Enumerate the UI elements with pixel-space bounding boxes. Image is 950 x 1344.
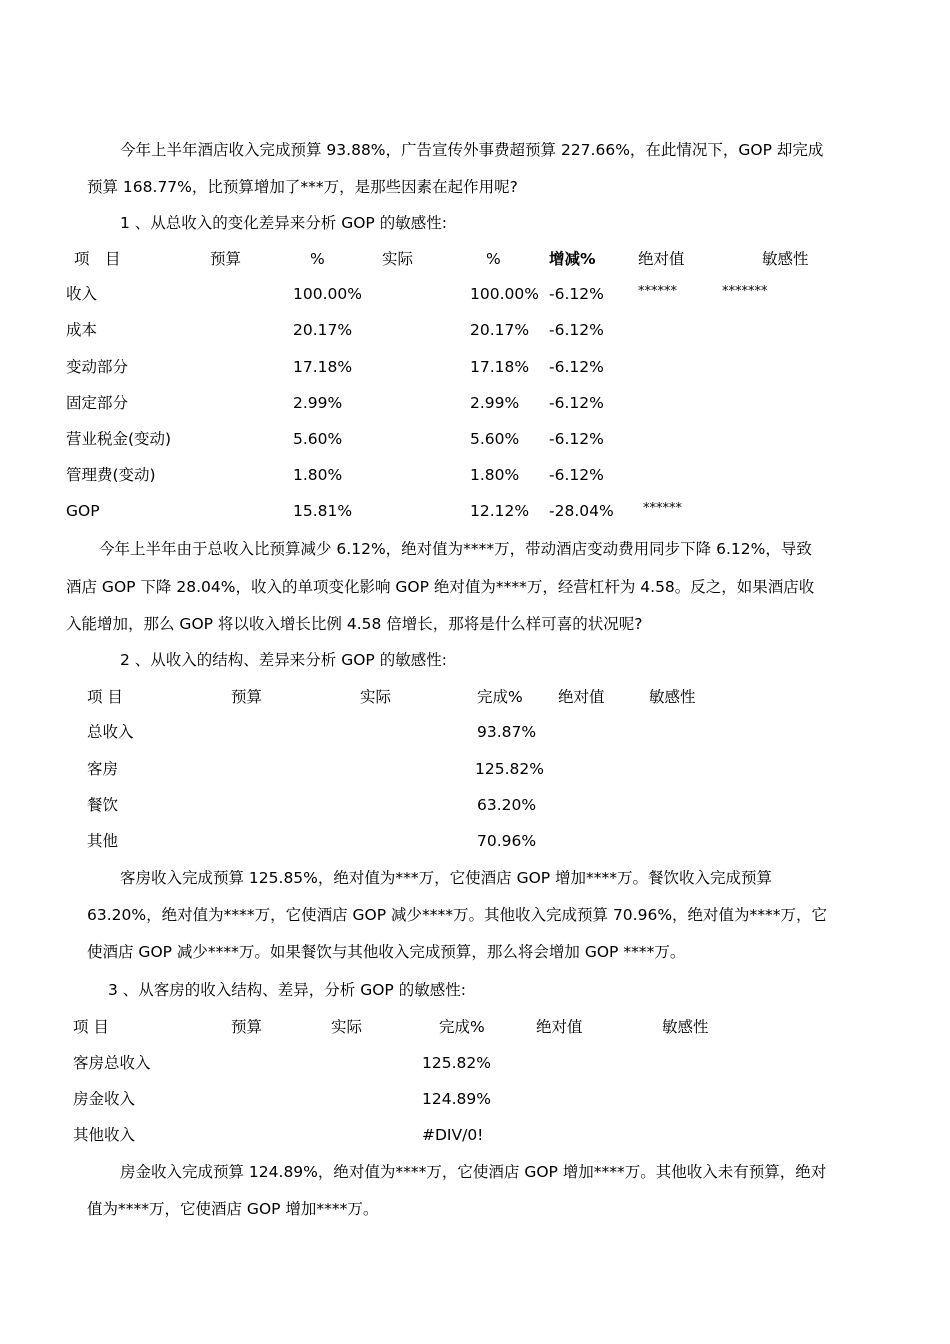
row-item: GOP — [66, 502, 100, 520]
header-budget: 预算 — [231, 1018, 263, 1036]
header-sensitivity: 敏感性 — [762, 250, 809, 268]
section-2-para-line-3: 使酒店 GOP 减少****万。如果餐饮与其他收入完成预算，那么将会增加 GOP ****万。 — [87, 943, 686, 961]
row-completion-pct: 124.89% — [422, 1090, 491, 1108]
header-budget: 预算 — [210, 250, 242, 268]
row-sensitivity: ******* — [722, 284, 768, 299]
section-1-para-line-1: 今年上半年由于总收入比预算减少 6.12%，绝对值为****万，带动酒店变动费用同步下降 6.12%，导致 — [99, 540, 812, 558]
row-budget-pct: 15.81% — [293, 502, 353, 520]
row-change-pct: -6.12% — [549, 358, 604, 376]
row-actual-pct: 100.00% — [470, 285, 539, 303]
row-absolute: ****** — [643, 501, 682, 516]
header-item: 项 目 — [74, 250, 121, 268]
header-item: 项 目 — [87, 688, 123, 706]
row-completion-pct: 125.82% — [422, 1054, 491, 1072]
row-item: 营业税金(变动) — [66, 430, 172, 448]
header-absolute: 绝对值 — [638, 250, 685, 268]
row-actual-pct: 17.18% — [470, 358, 530, 376]
row-actual-pct: 1.80% — [470, 466, 520, 484]
section-1-para-line-2: 酒店 GOP 下降 28.04%，收入的单项变化影响 GOP 绝对值为****万，经营杠杆为 4.58。反之，如果酒店收 — [66, 578, 815, 596]
row-budget-pct: 2.99% — [293, 394, 343, 412]
row-actual-pct: 12.12% — [470, 502, 530, 520]
header-item: 项 目 — [73, 1018, 109, 1036]
row-completion-pct: 93.87% — [477, 723, 537, 741]
section-2-heading: 2 、从收入的结构、差异来分析 GOP 的敏感性: — [120, 651, 447, 669]
row-item: 固定部分 — [66, 394, 129, 412]
row-item: 客房 — [87, 760, 119, 778]
section-2-para-line-1: 客房收入完成预算 125.85%，绝对值为***万，它使酒店 GOP 增加****万。餐饮收入完成预算 — [120, 869, 773, 887]
row-item: 其他收入 — [73, 1126, 136, 1144]
header-actual: 实际 — [331, 1018, 363, 1036]
row-change-pct: -6.12% — [549, 394, 604, 412]
header-actual: 实际 — [360, 688, 392, 706]
row-item: 成本 — [66, 321, 98, 339]
row-budget-pct: 1.80% — [293, 466, 343, 484]
section-3-heading: 3 、从客房的收入结构、差异，分析 GOP 的敏感性: — [108, 981, 466, 999]
header-absolute: 绝对值 — [558, 688, 605, 706]
section-1-heading: 1 、从总收入的变化差异来分析 GOP 的敏感性: — [120, 214, 447, 232]
row-completion-pct: #DIV/0! — [422, 1126, 484, 1144]
row-item: 客房总收入 — [73, 1054, 151, 1072]
row-completion-pct: 63.20% — [477, 796, 537, 814]
row-actual-pct: 5.60% — [470, 430, 520, 448]
row-item: 房金收入 — [73, 1090, 136, 1108]
row-change-pct: -6.12% — [549, 430, 604, 448]
row-change-pct: -6.12% — [549, 466, 604, 484]
row-absolute: ****** — [638, 284, 677, 299]
row-budget-pct: 20.17% — [293, 321, 353, 339]
row-change-pct: -6.12% — [549, 285, 604, 303]
header-budget: 预算 — [231, 688, 263, 706]
row-budget-pct: 100.00% — [293, 285, 362, 303]
row-actual-pct: 2.99% — [470, 394, 520, 412]
intro-line-2: 预算 168.77%，比预算增加了***万，是那些因素在起作用呢? — [87, 178, 518, 196]
header-actual: 实际 — [382, 250, 414, 268]
row-item: 其他 — [87, 832, 119, 850]
row-item: 收入 — [66, 285, 98, 303]
header-sensitivity: 敏感性 — [649, 688, 696, 706]
intro-line-1: 今年上半年酒店收入完成预算 93.88%，广告宣传外事费超预算 227.66%，在此情况下，GOP 却完成 — [120, 141, 824, 159]
row-actual-pct: 20.17% — [470, 321, 530, 339]
row-item: 总收入 — [87, 723, 134, 741]
row-budget-pct: 17.18% — [293, 358, 353, 376]
row-budget-pct: 5.60% — [293, 430, 343, 448]
row-change-pct: -28.04% — [549, 502, 614, 520]
header-actual-pct: % — [486, 250, 501, 268]
header-change-pct: 增减% — [549, 250, 596, 268]
section-2-para-line-2: 63.20%，绝对值为****万，它使酒店 GOP 减少****万。其他收入完成预算 70.96%，绝对值为****万，它 — [87, 906, 828, 924]
header-absolute: 绝对值 — [536, 1018, 583, 1036]
section-3-para-line-1: 房金收入完成预算 124.89%，绝对值为****万，它使酒店 GOP 增加****万。其他收入未有预算，绝对 — [120, 1163, 827, 1181]
row-completion-pct: 125.82% — [475, 760, 544, 778]
section-3-para-line-2: 值为****万，它使酒店 GOP 增加****万。 — [87, 1200, 379, 1218]
section-1-para-line-3: 入能增加，那么 GOP 将以收入增长比例 4.58 倍增长，那将是什么样可喜的状况呢? — [66, 615, 643, 633]
header-sensitivity: 敏感性 — [662, 1018, 709, 1036]
header-completion-pct: 完成% — [439, 1018, 485, 1036]
header-completion-pct: 完成% — [477, 688, 523, 706]
row-item: 变动部分 — [66, 358, 129, 376]
header-budget-pct: % — [310, 250, 325, 268]
row-item: 餐饮 — [87, 796, 119, 814]
row-change-pct: -6.12% — [549, 321, 604, 339]
row-completion-pct: 70.96% — [477, 832, 537, 850]
row-item: 管理费(变动) — [66, 466, 156, 484]
